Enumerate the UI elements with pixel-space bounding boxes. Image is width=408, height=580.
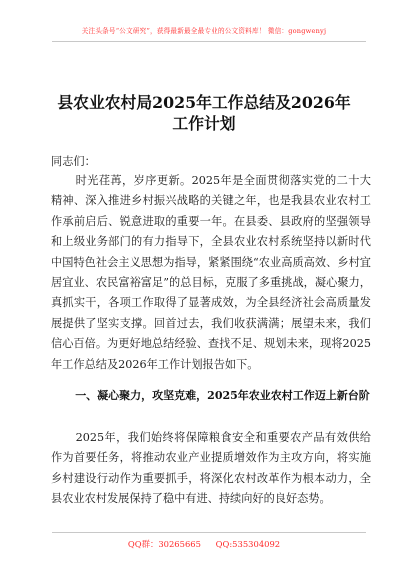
section-heading-1: 一、凝心聚力，攻坚克难，2025年农业农村工作迈上新台阶 bbox=[75, 389, 370, 402]
document-title bbox=[40, 92, 368, 134]
footer-contact bbox=[0, 538, 408, 550]
qq-group-text: QQ群：30265665 bbox=[127, 539, 201, 549]
title-line-2: 工作计划 bbox=[172, 114, 236, 133]
greeting: 同志们： bbox=[51, 155, 96, 168]
paragraph-section-1: 2025年，我们始终将保障粮食安全和重要农产品有效供给作为首要任务，将推动农业产业提质增效作为主攻方向，将实施乡村建设行动作为重要抓手，将深化农村改革作为根本动力，全县农业农村发展保持了稳中有进、持续向好的良好态势。 bbox=[51, 431, 371, 506]
paragraph-intro: 时光荏苒，岁序更新。2025年是全面贯彻落实党的二十大精神、深入推进乡村振兴战略的关键之年，也是我县农业农村工作承前启后、锐意进取的重要一年。在县委、县政府的坚强领导和上级业务部门的有力指导下，全县农业农村系统坚持以新时代中国特色社会主义思想为指导，紧紧围绕“农业高质高效、乡村宜居宜业、农民富裕富足”的总目标，克服了多重挑战，凝心聚力，真抓实干，各项工作取得了显著成效，为全县经济社会高质量发展提供了坚实支撑。回首过去，我们收获满满；展望未来，我们信心百倍。为更好地总结经验、查找不足、规划未来，现将2025年工作总结及2026年工作计划报告如下。 bbox=[51, 174, 371, 371]
footer-divider bbox=[52, 532, 366, 533]
header-divider bbox=[52, 41, 366, 42]
qq-text: QQ:535304092 bbox=[215, 539, 281, 549]
title-line-1: 县农业农村局2025年工作总结及2026年 bbox=[57, 93, 351, 112]
header-notice: 关注头条号“公文研究”，获得最新最全最专业的公文资料库！ 微信：gongwenyj bbox=[81, 27, 327, 35]
